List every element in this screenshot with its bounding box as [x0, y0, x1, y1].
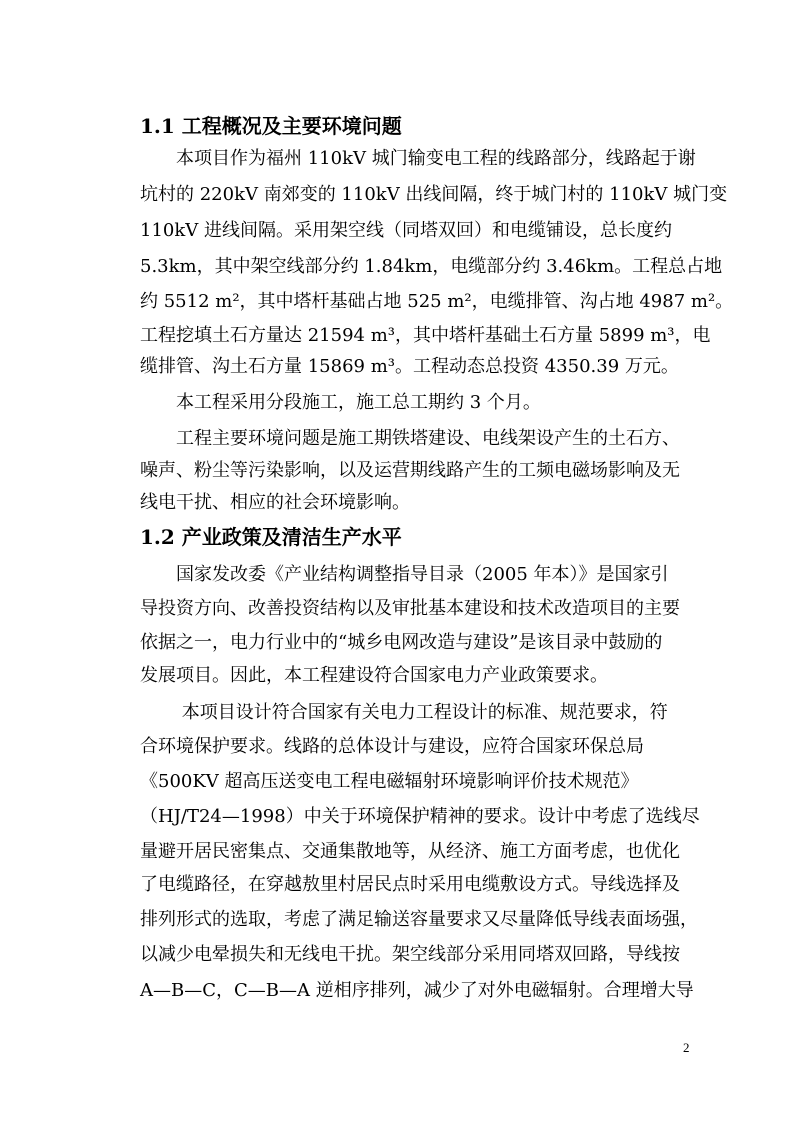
text-line: 依据之一，电力行业中的“城乡电网改造与建设”是该目录中鼓励的: [140, 632, 663, 653]
text-line: 本项目作为福州 110kV 城门输变电工程的线路部分，线路起于谢: [140, 148, 696, 169]
text-line: 坑村的 220kV 南郊变的 110kV 出线间隔，终于城门村的 110kV 城门变: [140, 184, 728, 205]
text-line: A—B—C，C—B—A 逆相序排列，减少了对外电磁辐射。合理增大导: [140, 980, 694, 1001]
text-line: 线电干扰、相应的社会环境影响。: [140, 492, 410, 513]
text-line: 合环境保护要求。线路的总体设计与建设，应符合国家环保总局: [140, 736, 644, 757]
text-line: 缆排管、沟土石方量 15869 m³。工程动态总投资 4350.39 万元。: [140, 356, 679, 377]
text-line: 噪声、粉尘等污染影响，以及运营期线路产生的工频电磁场影响及无: [140, 460, 680, 481]
text-line: 110kV 进线间隔。采用架空线（同塔双回）和电缆铺设，总长度约: [140, 220, 672, 241]
text-line: 排列形式的选取，考虑了满足输送容量要求又尽量降低导线表面场强，: [140, 909, 698, 930]
text-line: 5.3km，其中架空线部分约 1.84km，电缆部分约 3.46km。工程总占地: [140, 256, 723, 277]
text-line: 《500KV 超高压送变电工程电磁辐射环境影响评价技术规范》: [140, 771, 639, 792]
text-line: 工程主要环境问题是施工期铁塔建设、电线架设产生的土石方、: [140, 428, 680, 449]
section-heading-1-2: 1.2 产业政策及清洁生产水平: [140, 525, 402, 549]
text-line: 工程挖填土石方量达 21594 m³，其中塔杆基础土石方量 5899 m³，电: [140, 325, 711, 346]
page-number: 2: [683, 1040, 690, 1055]
text-line: 约 5512 m²，其中塔杆基础占地 525 m²，电缆排管、沟占地 4987 m²。: [140, 291, 734, 312]
section-heading-1-1: 1.1 工程概况及主要环境问题: [140, 114, 402, 138]
text-line: 导投资方向、改善投资结构以及审批基本建设和技术改造项目的主要: [140, 598, 680, 619]
text-line: 量避开居民密集点、交通集散地等，从经济、施工方面考虑，也优化: [140, 841, 680, 862]
text-line: （HJ/T24—1998）中关于环境保护精神的要求。设计中考虑了选线尽: [140, 806, 700, 827]
text-line: 了电缆路径，在穿越敖里村居民点时采用电缆敷设方式。导线选择及: [140, 874, 680, 895]
text-line: 本项目设计符合国家有关电力工程设计的标准、规范要求，符: [140, 702, 668, 723]
text-line: 本工程采用分段施工，施工总工期约 3 个月。: [140, 392, 541, 413]
text-line: 发展项目。因此，本工程建设符合国家电力产业政策要求。: [140, 665, 608, 686]
text-line: 以减少电晕损失和无线电干扰。架空线部分采用同塔双回路，导线按: [140, 944, 680, 965]
text-line: 国家发改委《产业结构调整指导目录（2005 年本）》是国家引: [140, 564, 669, 585]
